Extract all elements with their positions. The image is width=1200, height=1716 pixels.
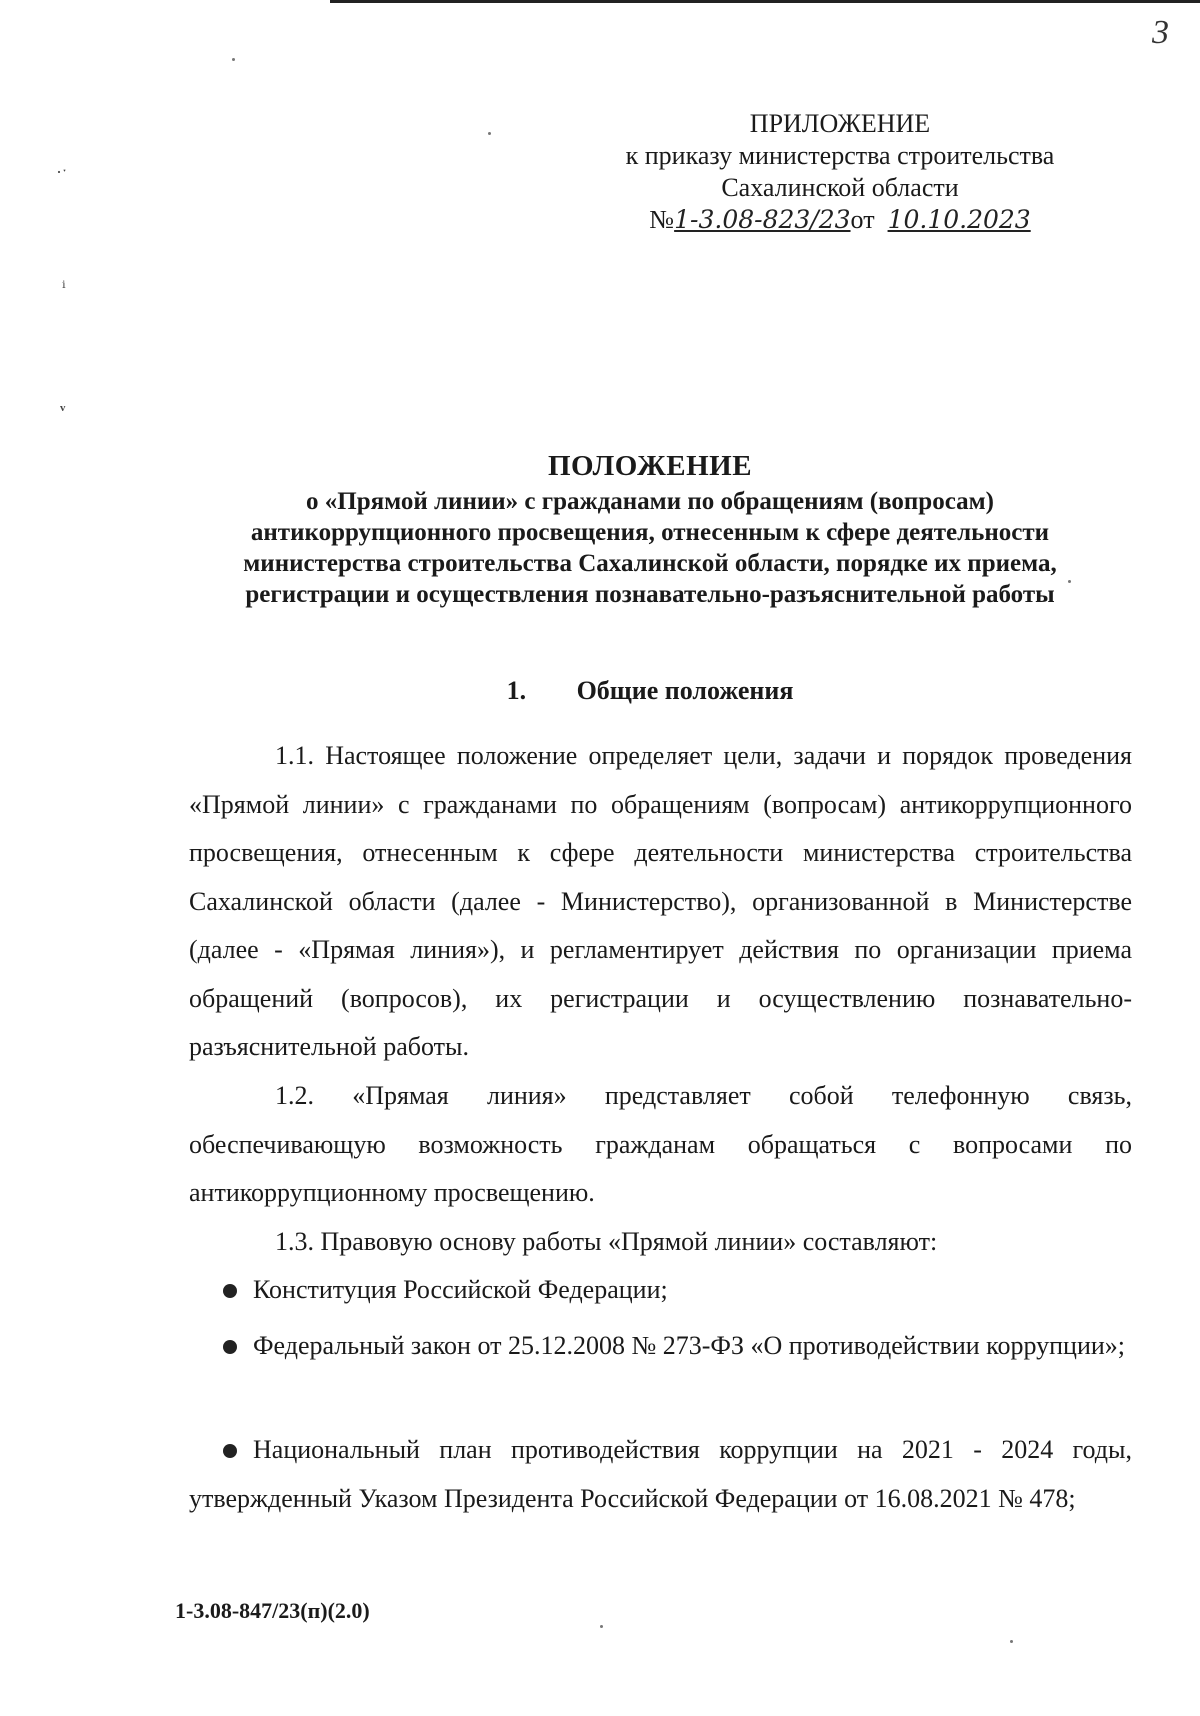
paragraph-1-3: 1.3. Правовую основу работы «Прямой линии» составляют: bbox=[275, 1227, 938, 1256]
list-item-text: Конституция Российской Федерации; bbox=[253, 1275, 668, 1304]
bullet-icon bbox=[223, 1340, 237, 1354]
document-code: 1-3.08-847/23(п)(2.0) bbox=[175, 1598, 370, 1623]
title-line: антикоррупционного просвещения, отнесенным к сфере деятельности bbox=[250, 519, 1050, 546]
annex-block bbox=[560, 108, 1120, 236]
section-title: Общие положения bbox=[576, 676, 794, 705]
section-number: 1. bbox=[506, 676, 527, 705]
list-item bbox=[189, 1322, 1132, 1371]
document-title: ПОЛОЖЕНИЕ bbox=[547, 450, 753, 482]
margin-mark: ·ˑ bbox=[56, 162, 67, 182]
paragraph-1-1: 1.1. Настоящее положение определяет цели, задачи и порядок проведения «Прямой линии» с гражданами по обращениям (вопросам) антикоррупционного просвещения, отнесенным к сфере деятельности министерства строительства Сахалинской области (далее - Министерство), организованной в Министерстве (далее - «Прямая линия»), и регламентирует действия по организации приема обращений (вопросов), их регистрации и осуществлению познавательно-разъяснительной работы. bbox=[189, 741, 1132, 1061]
list-item-text: Федеральный закон от 25.12.2008 № 273-ФЗ «О противодействии коррупции»; bbox=[253, 1331, 1126, 1360]
document-title-block bbox=[180, 446, 1120, 610]
page-number: 3 bbox=[1152, 14, 1169, 51]
order-number-handwritten: 1-3.08-823/23 bbox=[674, 205, 851, 234]
annex-line-1: к приказу министерства строительства bbox=[625, 141, 1055, 170]
title-line: министерства строительства Сахалинской области, порядке их приема, bbox=[243, 550, 1057, 577]
order-date-handwritten: 10.10.2023 bbox=[887, 205, 1031, 234]
scan-speck bbox=[232, 58, 235, 61]
list-item bbox=[189, 1426, 1132, 1523]
scan-speck bbox=[600, 1625, 603, 1628]
title-line: регистрации и осуществления познавательно-разъяснительной работы bbox=[245, 581, 1055, 608]
annex-line-2: Сахалинской области bbox=[721, 173, 959, 202]
paragraph-1-2: 1.2. «Прямая линия» представляет собой телефонную связь, обеспечивающую возможность гражданам обращаться с вопросами по антикоррупционному просвещению. bbox=[189, 1081, 1132, 1207]
section-heading bbox=[180, 676, 1120, 706]
scan-speck bbox=[488, 132, 491, 135]
annex-title: ПРИЛОЖЕНИЕ bbox=[749, 109, 931, 138]
title-line: о «Прямой линии» с гражданами по обращениям (вопросам) bbox=[306, 488, 994, 515]
annex-order-line bbox=[560, 204, 1120, 236]
margin-mark: ᵛ bbox=[60, 400, 66, 420]
scan-speck bbox=[1010, 1640, 1013, 1643]
bullet-icon bbox=[223, 1444, 237, 1458]
order-from-word: от bbox=[850, 205, 875, 234]
scan-top-edge-line bbox=[330, 0, 1200, 3]
list-item bbox=[189, 1266, 1132, 1315]
order-no-sign: № bbox=[649, 205, 675, 234]
list-item-text: Национальный план противодействия коррупции на 2021 - 2024 годы, утвержденный Указом Президента Российской Федерации от 16.08.2021 № 478; bbox=[189, 1435, 1132, 1513]
margin-mark: ⁱ bbox=[62, 278, 66, 298]
bullet-icon bbox=[223, 1284, 237, 1298]
